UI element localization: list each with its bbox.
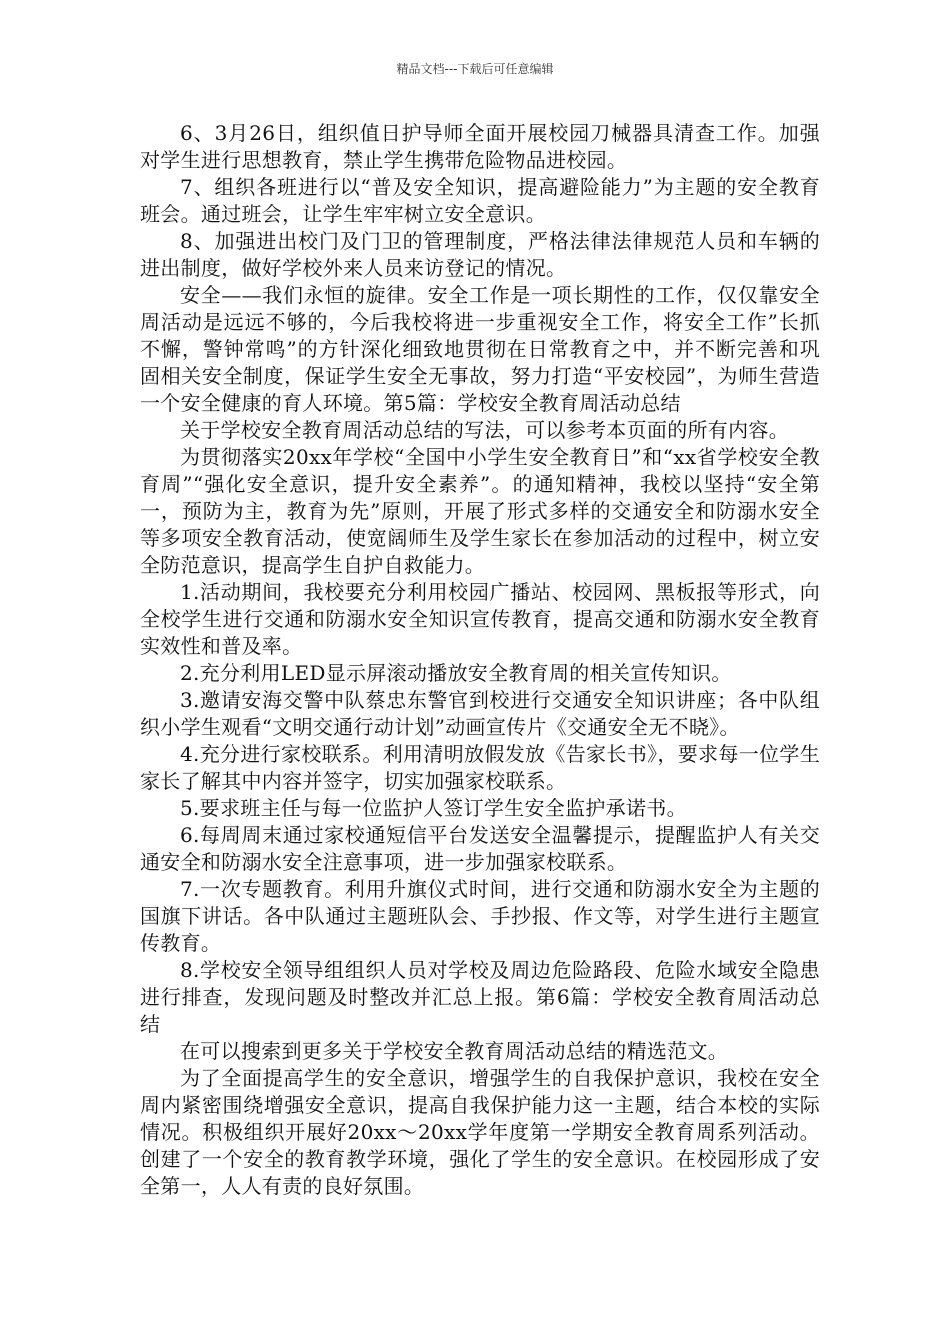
paragraph-more-samples: 在可以搜索到更多关于学校安全教育周活动总结的精选范文。: [180, 1039, 729, 1063]
list-item-2: 2.充分利用LED显示屏滚动播放安全教育周的相关宣传知识。: [180, 661, 732, 685]
paragraph-item-8: 8、加强进出校门及门卫的管理制度，严格法律法律规范人员和车辆的进出制度，做好学校外来人员来访登记的情况。: [140, 229, 820, 280]
page-header: 精品文档---下载后可任意编辑: [396, 62, 554, 76]
paragraph-intro-note: 关于学校安全教育周活动总结的写法，可以参考本页面的所有内容。: [180, 418, 789, 442]
list-item-7: 7.一次专题教育。利用升旗仪式时间，进行交通和防溺水安全为主题的国旗下讲话。各中队通过主题班队会、手抄报、作文等，对学生进行主题宣传教育。: [140, 877, 820, 955]
list-item-3: 3.邀请安海交警中队蔡忠东警官到校进行交通安全知识讲座；各中队组织小学生观看“文明交通行动计划”动画宣传片《交通安全无不晓》。: [140, 688, 820, 739]
paragraph-policy: 为贯彻落实20xx年学校“全国中小学生安全教育日”和“xx省学校安全教育周”“强化安全意识，提升安全素养”。的通知精神，我校以坚持“安全第一，预防为主，教育为先”原则，开展了形式多样的交通安全和防溺水安全等多项安全教育活动，使宽阔师生及学生家长在参加活动的过程中，树立安全防范意识，提高学生自护自救能力。: [140, 445, 820, 577]
list-item-5: 5.要求班主任与每一位监护人签订学生安全监护承诺书。: [180, 796, 687, 820]
list-item-1: 1.活动期间，我校要充分利用校园广播站、校园网、黑板报等形式，向全校学生进行交通和防溺水安全知识宣传教育，提高交通和防溺水安全教育实效性和普及率。: [140, 580, 820, 658]
paragraph-closing: 为了全面提高学生的安全意识，增强学生的自我保护意识，我校在安全周内紧密围绕增强安全意识，提高自我保护能力这一主题，结合本校的实际情况。积极组织开展好20xx～20xx学年度第一学期安全教育周系列活动。创建了一个安全的教育教学环境，强化了学生的安全意识。在校园形成了安全第一，人人有责的良好氛围。: [140, 1066, 820, 1198]
paragraph-safety-summary: 安全——我们永恒的旋律。安全工作是一项长期性的工作，仅仅靠安全周活动是远远不够的，今后我校将进一步重视安全工作，将安全工作”长抓不懈，警钟常鸣”的方针深化细致地贯彻在日常教育之中，并不断完善和巩固相关安全制度，保证学生安全无事故，努力打造“平安校园”，为师生营造一个安全健康的育人环境。第5篇：学校安全教育周活动总结: [140, 283, 820, 415]
list-item-4: 4.充分进行家校联系。利用清明放假发放《告家长书》，要求每一位学生家长了解其中内容并签字，切实加强家校联系。: [140, 742, 820, 793]
list-item-8: 8.学校安全领导组组织人员对学校及周边危险路段、危险水域安全隐患进行排查，发现问题及时整改并汇总上报。第6篇：学校安全教育周活动总结: [140, 958, 820, 1036]
paragraph-item-6: 6、3月26日，组织值日护导师全面开展校园刀械器具清查工作。加强对学生进行思想教育，禁止学生携带危险物品进校园。: [140, 121, 820, 172]
list-item-6: 6.每周周末通过家校通短信平台发送安全温馨提示，提醒监护人有关交通安全和防溺水安全注意事项，进一步加强家校联系。: [140, 823, 820, 874]
document-body: [140, 120, 820, 1200]
paragraph-item-7: 7、组织各班进行以“普及安全知识，提高避险能力”为主题的安全教育班会。通过班会，让学生牢牢树立安全意识。: [140, 175, 820, 226]
